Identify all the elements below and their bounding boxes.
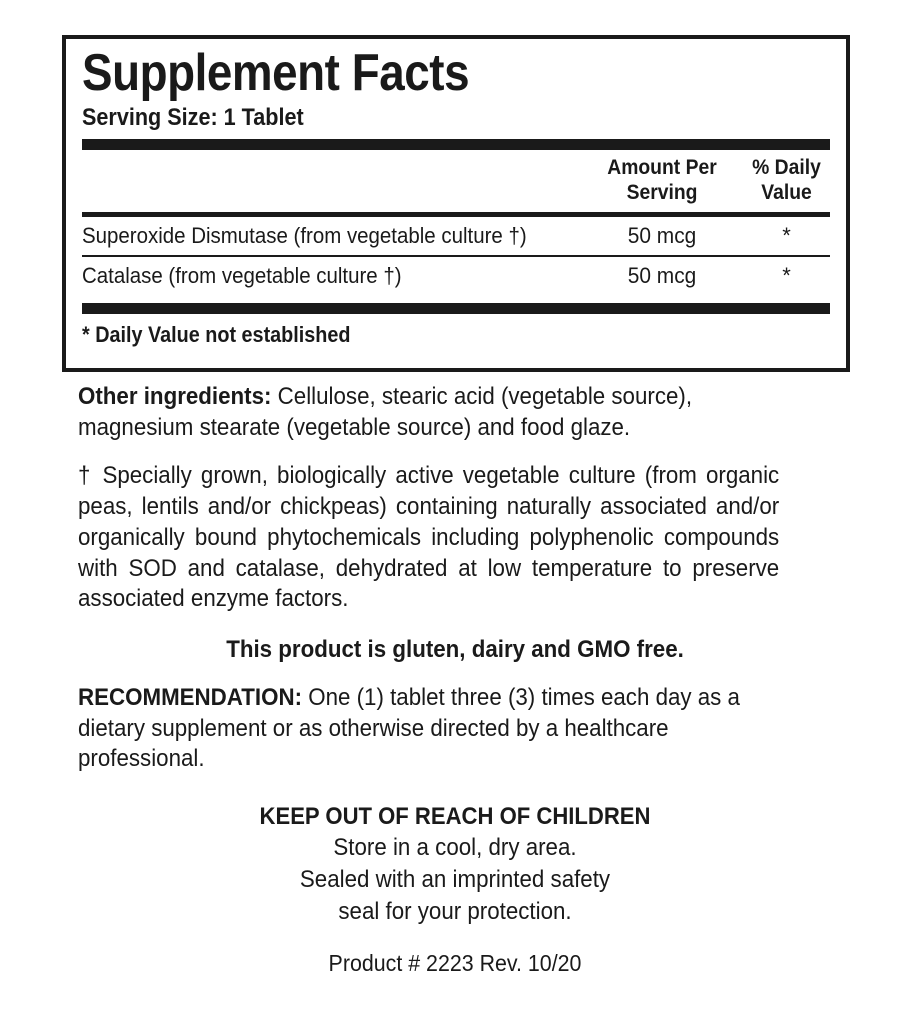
keep-out-of-reach-block (78, 801, 832, 927)
row-0-daily-value: * (782, 222, 791, 248)
free-from-statement: This product is gluten, dairy and GMO free. (226, 636, 684, 664)
recommendation-paragraph (78, 683, 779, 775)
table-header-row (82, 150, 836, 211)
table-row (82, 257, 836, 295)
serving-size-text: Serving Size: 1 Tablet (82, 104, 304, 131)
other-ingredients-text: Cellulose, stearic acid (vegetable source), magnesium stearate (vegetable source) and food glaze. (78, 383, 693, 441)
recommendation-label: RECOMMENDATION: (78, 684, 303, 712)
rule-thick-top (82, 139, 830, 150)
other-ingredients-label: Other ingredients: (78, 383, 272, 410)
nutrition-rows-2 (82, 257, 836, 295)
label-body-copy (78, 382, 832, 979)
storage-line-1: Sealed with an imprinted safety (299, 866, 611, 894)
row-0-name: Superoxide Dismutase (from vegetable culture †) (82, 222, 527, 248)
header-cell-amount (587, 150, 737, 211)
header-dv-line2: Value (761, 180, 812, 204)
header-cell-blank (82, 150, 587, 211)
rule-thick-bottom (82, 303, 830, 314)
daily-value-footnote: * Daily Value not established (82, 322, 351, 348)
header-cell-daily-value (737, 150, 836, 211)
keep-out-title: KEEP OUT OF REACH OF CHILDREN (259, 803, 651, 831)
storage-line-0: Store in a cool, dry area. (333, 834, 577, 862)
row-0-amount: 50 mcg (627, 222, 697, 248)
storage-line-2: seal for your protection. (338, 897, 572, 925)
dagger-footnote-paragraph: † Specially grown, biologically active vegetable culture (from organic peas, lentils and/or chickpeas) containing naturally associated and/or organically bound phytochemicals including polyphenolic compounds with SOD and catalase, dehydrated at low temperature to preserve associated enzyme factors. (78, 462, 780, 613)
product-number-line: Product # 2223 Rev. 10/20 (328, 950, 582, 977)
supplement-facts-panel (62, 35, 850, 372)
panel-title: Supplement Facts (82, 44, 470, 102)
nutrition-rows (82, 217, 836, 255)
row-1-name: Catalase (from vegetable culture †) (82, 263, 402, 289)
other-ingredients-paragraph (78, 382, 779, 443)
header-dv-line1: % Daily (752, 156, 821, 180)
header-amount-line1: Amount Per (607, 156, 717, 180)
recommendation-text: One (1) tablet three (3) times each day as a dietary supplement or as otherwise directed by a healthcare professional. (78, 684, 740, 773)
header-amount-line2: Serving (626, 180, 698, 204)
row-1-daily-value: * (782, 263, 791, 289)
row-1-amount: 50 mcg (627, 263, 697, 289)
table-row (82, 217, 836, 255)
nutrition-table (82, 150, 836, 211)
